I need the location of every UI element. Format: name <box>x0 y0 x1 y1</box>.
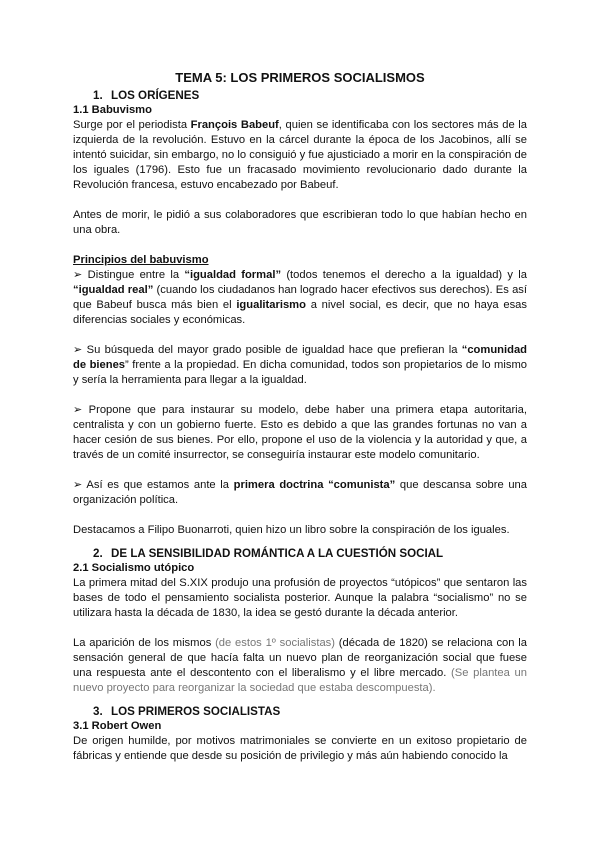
subsection-1-1-heading: 1.1 Babuvismo <box>73 104 152 116</box>
section-1-heading: 1. LOS ORÍGENES <box>93 89 200 102</box>
paragraph-buonarroti: Destacamos a Filipo Buonarroti, quien hizo un libro sobre la conspiración de los iguales. <box>73 524 510 536</box>
section-3-heading: 3. LOS PRIMEROS SOCIALISTAS <box>93 705 281 718</box>
paragraph-utopico: La primera mitad del S.XIX produjo una profusión de proyectos “utópicos” que sentaron las bases de todo el pensamiento socialista posterior. Aunque la palabra “socialismo” no se utilizara hasta la década de 1830, la idea se gestó durante la década anterior. <box>73 577 527 619</box>
bullet-autoritaria: ➢ Propone que para instaurar su modelo, debe haber una primera etapa autoritaria, centralista y con un gobierno fuerte. Esto es debido a que las grandes fortunas no van a hacer cesión de sus bienes. Por ello, propone el uso de la violencia y la autoridad y que, a través de un comité insurrector, se conseguiría instaurar este modelo comunitario. <box>73 404 527 461</box>
bullet-comunidad: ➢ Su búsqueda del mayor grado posible de igualdad hace que prefieran la “comunidad de bienes” frente a la propiedad. En dicha comunidad, todos son propietarios de lo mismo y sería la herramienta para llegar a la igualdad. <box>73 344 528 386</box>
paragraph-babeuf: Surge por el periodista François Babeuf, quien se identificaba con los sectores más de la izquierda de la revolución. Estuvo en la cárcel durante la época de los Jacobinos, allí se intentó suicidar, sin embargo, no lo consiguió y fue ajusticiado a morir en la conspiración de los iguales (1796). Esto fue un fracasado movimiento revolucionario dado durante la Revolución francesa, estuvo encabezado por Babeuf. <box>73 119 528 191</box>
principles-heading: Principios del babuvismo <box>73 254 209 266</box>
paragraph-before-death: Antes de morir, le pidió a sus colaboradores que escribieran todo lo que habían hecho en una obra. <box>73 209 527 236</box>
bullet-igualdad: ➢ Distingue entre la “igualdad formal” (todos tenemos el derecho a la igualdad) y la “igualdad real” (cuando los ciudadanos han logrado hacer efectivos sus derechos). Es así que Babeuf busca más bien el igualitarismo a nivel social, es decir, que no haya esas diferencias sociales y económicas. <box>73 269 528 326</box>
paragraph-aparicion: La aparición de los mismos (de estos 1º socialistas) (década de 1820) se relaciona con la sensación general de que hacía falta un nuevo plan de reorganización social que fuese una respuesta ante el descontento con el liberalismo y el libre mercado. (Se plantea un nuevo proyecto para reorganizar la sociedad que estaba descompuesta). <box>73 637 528 694</box>
bullet-doctrina: ➢ Así es que estamos ante la primera doctrina “comunista” que descansa sobre una organización política. <box>73 479 527 506</box>
section-2-heading: 2. DE LA SENSIBILIDAD ROMÁNTICA A LA CUESTIÓN SOCIAL <box>93 547 444 560</box>
subsection-2-1-heading: 2.1 Socialismo utópico <box>73 562 195 574</box>
subsection-3-1-heading: 3.1 Robert Owen <box>73 720 162 732</box>
document-page <box>73 70 527 764</box>
paragraph-owen: De origen humilde, por motivos matrimoniales se convierte en un exitoso propietario de fábricas y entiende que desde su posición de privilegio y más aún habiendo conocido la <box>73 735 527 762</box>
document-title: TEMA 5: LOS PRIMEROS SOCIALISMOS <box>175 70 425 85</box>
